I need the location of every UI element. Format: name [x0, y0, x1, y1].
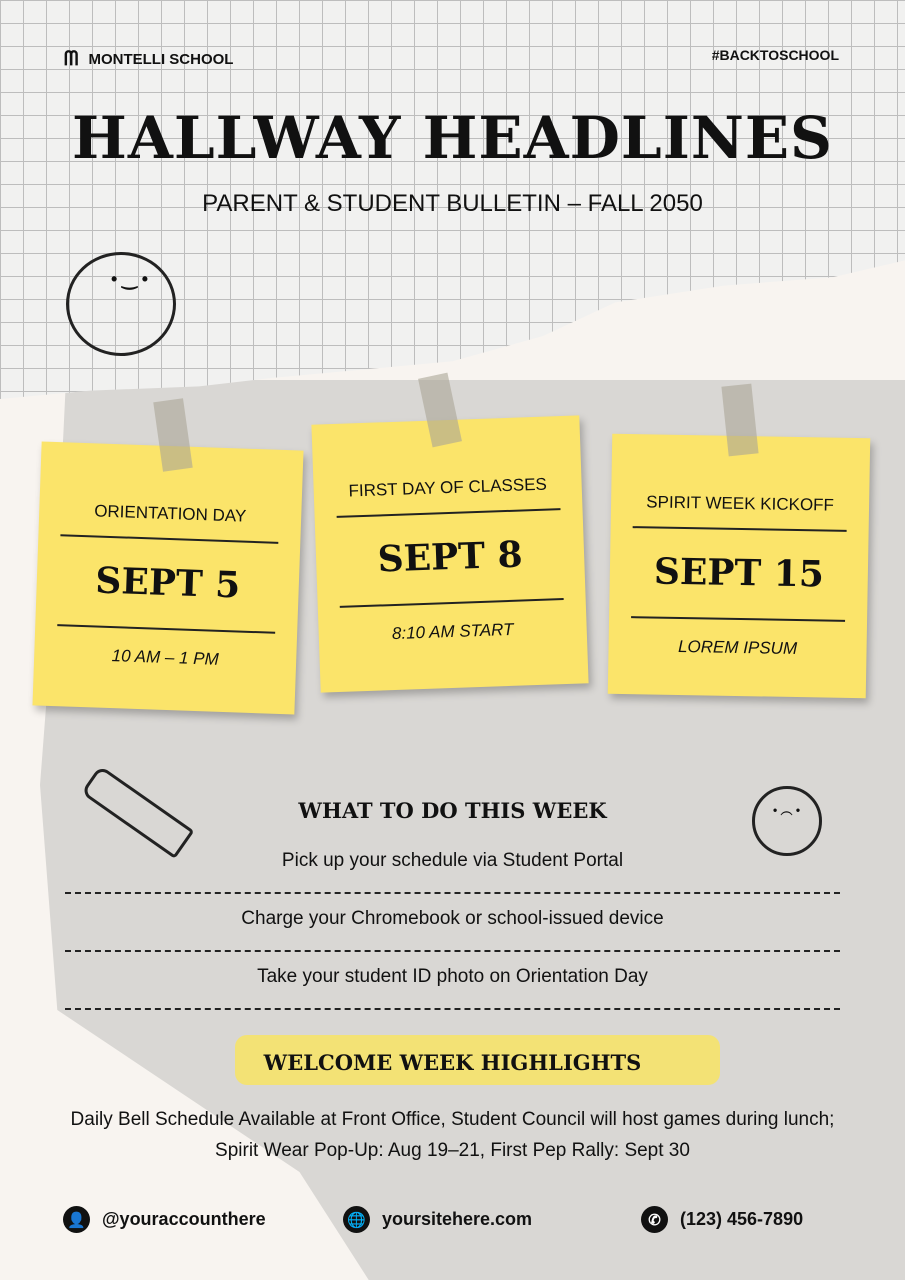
sad-face-doodle-icon: • ︵ •	[752, 786, 822, 856]
contact-website[interactable]	[343, 1206, 532, 1233]
phone-number: (123) 456-7890	[680, 1209, 804, 1229]
note-date: SEPT 8	[376, 533, 524, 581]
sticky-note-orientation	[32, 442, 303, 715]
page-title: HALLWAY HEADLINES	[72, 104, 833, 172]
todo-heading: WHAT TO DO THIS WEEK	[298, 798, 607, 823]
highlights-heading: WELCOME WEEK HIGHLIGHTS	[263, 1050, 642, 1075]
note-label: SPIRIT WEEK KICKOFF	[646, 492, 835, 515]
website-url: yoursitehere.com	[382, 1209, 533, 1229]
note-time: 8:10 AM START	[391, 619, 514, 644]
note-time: LOREM IPSUM	[677, 636, 798, 659]
sticky-note-first-day	[311, 415, 588, 692]
phone-icon: ✆	[641, 1206, 668, 1233]
contact-account[interactable]	[63, 1206, 266, 1233]
note-date: SEPT 15	[653, 550, 825, 596]
brand	[64, 48, 233, 71]
sticky-note-spirit-week	[608, 434, 870, 698]
todo-item: Charge your Chromebook or school-issued device	[65, 894, 840, 952]
note-label: FIRST DAY OF CLASSES	[348, 474, 548, 501]
brand-name: MONTELLI SCHOOL	[88, 51, 234, 68]
user-icon: 👤	[63, 1206, 90, 1233]
smiley-doodle-icon: • ‿ •	[66, 252, 176, 356]
note-time: 10 AM – 1 PM	[111, 646, 220, 669]
contact-phone[interactable]	[641, 1206, 803, 1233]
note-label: ORIENTATION DAY	[93, 501, 247, 526]
subtitle: PARENT & STUDENT BULLETIN – FALL 2050	[202, 190, 703, 217]
logo-icon: ᗰ	[64, 48, 79, 70]
note-date: SEPT 5	[94, 559, 241, 607]
hashtag: #BACKTOSCHOOL	[711, 47, 839, 63]
todo-item: Pick up your schedule via Student Portal	[65, 836, 840, 894]
account-handle: @youraccounthere	[102, 1209, 266, 1229]
globe-icon: 🌐	[343, 1206, 370, 1233]
todo-item: Take your student ID photo on Orientation Day	[65, 952, 840, 1010]
highlights-text: Daily Bell Schedule Available at Front Office, Student Council will host games during lunch; Spirit Wear Pop-Up: Aug 19–21, First Pep Rally: Sept 30	[70, 1109, 835, 1161]
